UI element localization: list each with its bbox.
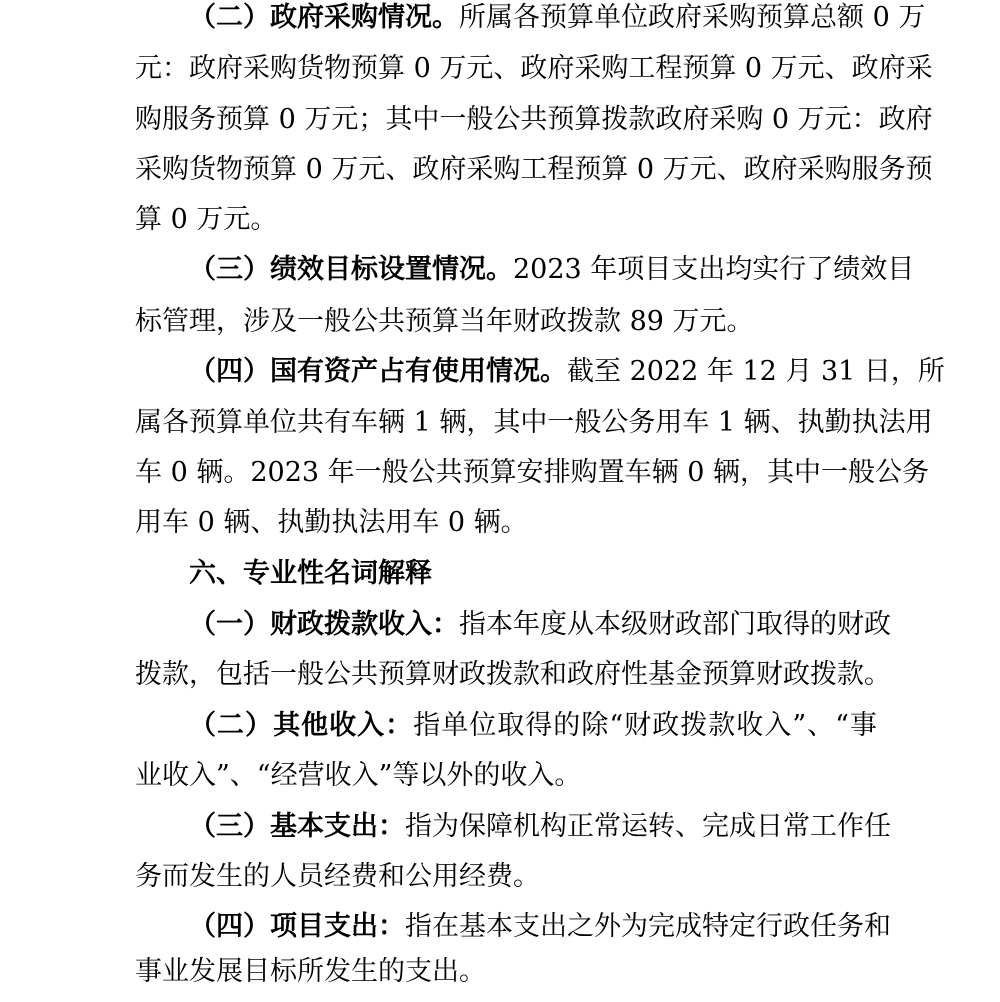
paragraph-basic-expense-line-1 [135, 807, 891, 857]
other-income-text: 指单位取得的除“财政拨款收入”、“事 [413, 710, 877, 741]
paragraph-other-income-line-1 [135, 706, 877, 756]
paragraph-procurement-line-1 [135, 0, 926, 48]
paragraph-performance-line-2: 标管理，涉及一般公共预算当年财政拨款 89 万元。 [135, 306, 754, 337]
assets-text: 截至 2022 年 12 月 31 日，所 [567, 356, 945, 387]
fiscal-income-text: 指本年度从本级财政部门取得的财政 [459, 609, 891, 640]
assets-heading: （四）国有资产占有使用情况。 [189, 356, 567, 387]
paragraph-procurement-line-3: 购服务预算 0 万元；其中一般公共预算拨款政府采购 0 万元：政府 [135, 104, 933, 135]
paragraph-procurement-line-2: 元：政府采购货物预算 0 万元、政府采购工程预算 0 万元、政府采 [135, 53, 933, 84]
paragraph-project-expense-line-2: 事业发展目标所发生的支出。 [135, 956, 486, 987]
performance-heading: （三）绩效目标设置情况。 [189, 254, 513, 285]
paragraph-procurement-line-4: 采购货物预算 0 万元、政府采购工程预算 0 万元、政府采购服务预 [135, 154, 933, 185]
project-expense-text: 指在基本支出之外为完成特定行政任务和 [405, 911, 891, 942]
paragraph-assets-line-2: 属各预算单位共有车辆 1 辆，其中一般公务用车 1 辆、执勤执法用 [135, 407, 933, 438]
fiscal-income-term: （一）财政拨款收入： [189, 609, 459, 640]
basic-expense-text: 指为保障机构正常运转、完成日常工作任 [405, 811, 891, 842]
performance-text: 2023 年项目支出均实行了绩效目 [513, 254, 915, 285]
paragraph-assets-line-1 [135, 352, 945, 402]
paragraph-project-expense-line-1 [135, 907, 891, 957]
paragraph-fiscal-income-line-2: 拨款，包括一般公共预算财政拨款和政府性基金预算财政拨款。 [135, 659, 891, 690]
paragraph-assets-line-4: 用车 0 辆、执勤执法用车 0 辆。 [135, 507, 528, 538]
paragraph-other-income-line-2: 业收入”、“经营收入”等以外的收入。 [135, 760, 582, 791]
section-heading: 六、专业性名词解释 [189, 558, 432, 589]
basic-expense-term: （三）基本支出： [189, 811, 405, 842]
paragraph-fiscal-income-line-1 [135, 605, 891, 655]
project-expense-term: （四）项目支出： [189, 911, 405, 942]
paragraph-basic-expense-line-2: 务而发生的人员经费和公用经费。 [135, 861, 540, 892]
other-income-term: （二）其他收入： [189, 710, 414, 741]
paragraph-performance-line-1 [135, 250, 915, 300]
paragraph-procurement-line-5: 算 0 万元。 [135, 204, 278, 235]
procurement-heading: （二）政府采购情况。 [189, 2, 459, 33]
procurement-text: 所属各预算单位政府采购预算总额 0 万 [459, 2, 926, 33]
paragraph-assets-line-3: 车 0 辆。2023 年一般公共预算安排购置车辆 0 辆，其中一般公务 [135, 457, 929, 488]
